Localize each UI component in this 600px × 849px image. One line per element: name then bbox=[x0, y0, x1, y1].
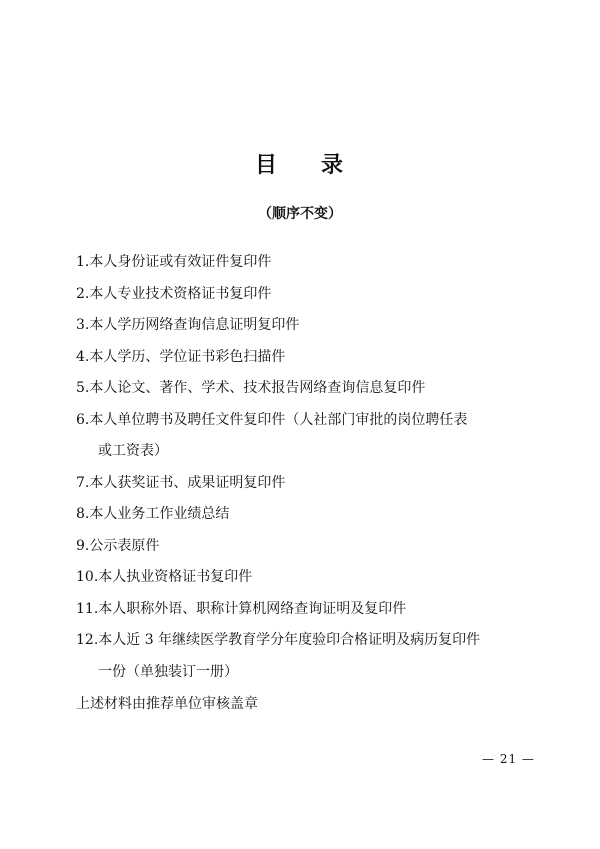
item-text: 本人学历、学位证书彩色扫描件 bbox=[89, 348, 286, 365]
list-item bbox=[76, 625, 536, 657]
item-number: 11. bbox=[76, 600, 99, 617]
item-number: 1. bbox=[76, 254, 90, 270]
subtitle: （顺序不变） bbox=[258, 206, 342, 222]
list-item bbox=[76, 594, 536, 626]
footer-note: 上述材料由推荐单位审核盖章 bbox=[76, 696, 258, 712]
list-item bbox=[76, 405, 536, 437]
page-number: — 21 — bbox=[482, 752, 535, 766]
item-text: 本人专业技术资格证书复印件 bbox=[89, 285, 272, 302]
item-number: 10. bbox=[76, 569, 99, 585]
document-list bbox=[76, 247, 536, 688]
item-number: 9. bbox=[76, 537, 90, 554]
list-item bbox=[76, 373, 536, 405]
list-item bbox=[76, 342, 536, 374]
item-text: 本人业务工作业绩总结 bbox=[89, 506, 230, 522]
list-item bbox=[76, 468, 536, 500]
item-number: 6. bbox=[76, 411, 90, 428]
page-title bbox=[0, 148, 600, 179]
list-item bbox=[76, 499, 536, 531]
item-text: 本人学历网络查询信息证明复印件 bbox=[89, 317, 300, 333]
title-char-1: 目 bbox=[254, 152, 279, 178]
item-text: 公示表原件 bbox=[89, 537, 160, 554]
item-text: 本人单位聘书及聘任文件复印件（人社部门审批的岗位聘任表 bbox=[89, 411, 468, 428]
list-item bbox=[76, 279, 536, 311]
title-char-2: 录 bbox=[321, 152, 346, 178]
item-number: 12. bbox=[76, 632, 99, 648]
item-number: 5. bbox=[76, 380, 90, 396]
list-item bbox=[76, 562, 536, 594]
item-number: 2. bbox=[76, 285, 90, 302]
item-text: 本人获奖证书、成果证明复印件 bbox=[89, 474, 286, 491]
list-item bbox=[76, 310, 536, 342]
item-text-continuation: 一份（单独装订一册） bbox=[98, 663, 238, 680]
list-item-continuation bbox=[76, 657, 536, 689]
item-number: 7. bbox=[76, 474, 90, 491]
item-text: 本人近 3 年继续医学教育学分年度验印合格证明及病历复印件 bbox=[98, 632, 481, 648]
list-item bbox=[76, 247, 536, 279]
item-text: 本人执业资格证书复印件 bbox=[98, 569, 253, 585]
item-text: 本人身份证或有效证件复印件 bbox=[89, 254, 272, 270]
item-number: 3. bbox=[76, 317, 90, 333]
item-number: 8. bbox=[76, 506, 90, 522]
item-number: 4. bbox=[76, 348, 90, 365]
item-text: 本人职称外语、职称计算机网络查询证明及复印件 bbox=[98, 600, 407, 617]
item-text-continuation: 或工资表） bbox=[98, 443, 168, 459]
list-item bbox=[76, 531, 536, 563]
list-item-continuation bbox=[76, 436, 536, 468]
item-text: 本人论文、著作、学术、技术报告网络查询信息复印件 bbox=[89, 380, 426, 396]
